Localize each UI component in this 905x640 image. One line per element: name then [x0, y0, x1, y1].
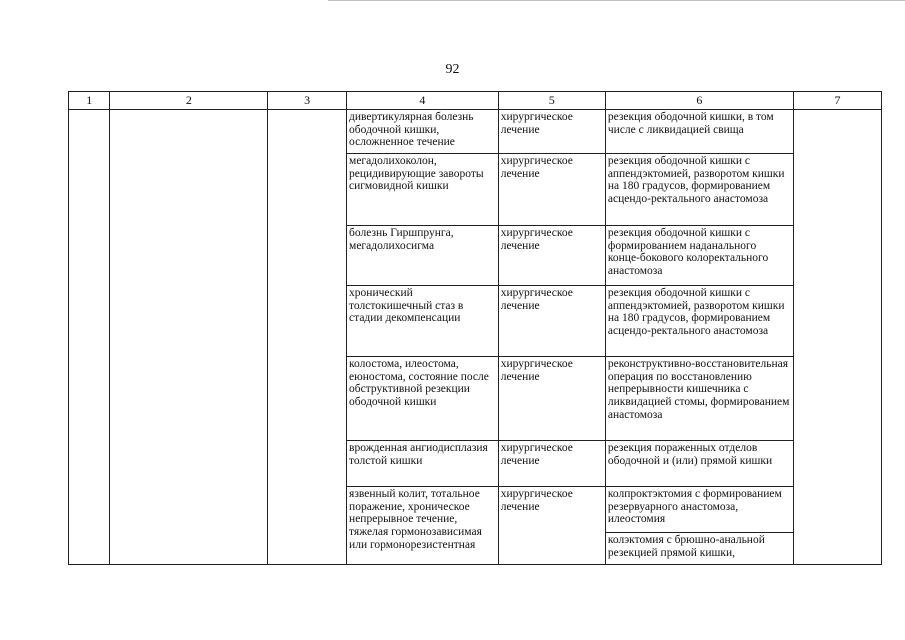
header-cell: 2 [110, 92, 268, 110]
treatment-cell: хирургическое лечение [498, 486, 605, 564]
diagnosis-cell: дивертикулярная болезнь ободочной кишки, осложненное течение [347, 109, 499, 153]
header-cell: 5 [498, 92, 605, 110]
diagnosis-cell: болезнь Гиршпрунга, мегадолихосигма [347, 225, 499, 285]
diagnosis-cell: язвенный колит, тотальное поражение, хроническое непрерывное течение, тяжелая гормонозависимая или гормонорезистентная [347, 486, 499, 564]
method-cell: резекция ободочной кишки с аппендэктомией, разворотом кишки на 180 градусов, формированием асцендо-ректального анастомоза [605, 285, 793, 356]
method-cell: резекция ободочной кишки с формированием наданального конце-бокового колоректального анастомоза [605, 225, 793, 285]
diagnosis-cell: врожденная ангиодисплазия толстой кишки [347, 440, 499, 486]
cell-col1 [69, 109, 110, 564]
header-cell: 7 [793, 92, 881, 110]
method-cell: колэктомия с брюшно-анальной резекцией прямой кишки, [605, 532, 793, 564]
cell-col3 [268, 109, 347, 564]
treatment-cell: хирургическое лечение [498, 356, 605, 440]
treatment-cell: хирургическое лечение [498, 440, 605, 486]
diagnosis-cell: хронический толстокишечный стаз в стадии декомпенсации [347, 285, 499, 356]
treatment-cell: хирургическое лечение [498, 153, 605, 225]
diagnosis-cell: колостома, илеостома, еюностома, состояние после обструктивной резекции ободочной кишки [347, 356, 499, 440]
top-rule [328, 0, 905, 1]
medical-table [68, 91, 882, 565]
diagnosis-cell: мегадолихоколон, рецидивирующие завороты сигмовидной кишки [347, 153, 499, 225]
header-cell: 3 [268, 92, 347, 110]
treatment-cell: хирургическое лечение [498, 225, 605, 285]
cell-col2 [110, 109, 268, 564]
cell-col7 [793, 109, 881, 564]
method-cell: резекция ободочной кишки, в том числе с ликвидацией свища [605, 109, 793, 153]
header-cell: 1 [69, 92, 110, 110]
header-cell: 6 [605, 92, 793, 110]
page-number: 92 [445, 62, 460, 77]
header-row [69, 92, 882, 110]
header-cell: 4 [347, 92, 499, 110]
method-cell: резекция пораженных отделов ободочной и (или) прямой кишки [605, 440, 793, 486]
method-cell: резекция ободочной кишки с аппендэктомией, разворотом кишки на 180 градусов, формированием асцендо-ректального анастомоза [605, 153, 793, 225]
method-cell: реконструктивно-восстановительная операция по восстановлению непрерывности кишечника с ликвидацией стомы, формированием анастомоза [605, 356, 793, 440]
treatment-cell: хирургическое лечение [498, 109, 605, 153]
table-row [69, 109, 882, 153]
method-cell: колпроктэктомия с формированием резервуарного анастомоза, илеостомия [605, 486, 793, 532]
treatment-cell: хирургическое лечение [498, 285, 605, 356]
